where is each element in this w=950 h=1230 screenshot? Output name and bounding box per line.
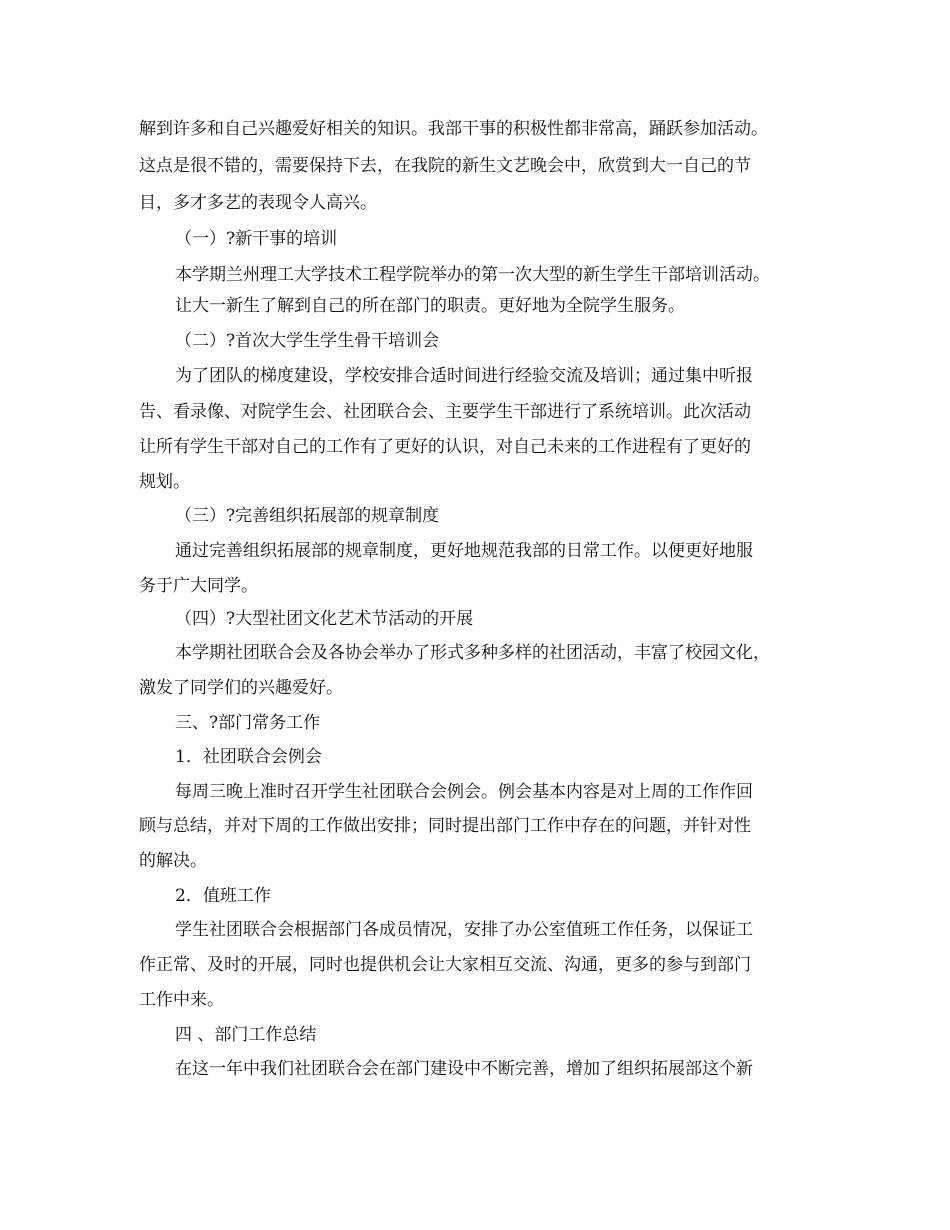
text-line: 目，多才多艺的表现令人高兴。 [139, 193, 377, 213]
text-line: 务于广大同学。 [139, 576, 258, 596]
text-line: 本学期兰州理工大学技术工程学院举办的第一次大型的新生学生干部培训活动。 [175, 265, 770, 285]
section-heading: （三）?完善组织拓展部的规章制度 [175, 506, 440, 526]
text-line: 顾与总结，并对下周的工作做出安排；同时提出部门工作中存在的问题，并针对性 [139, 816, 751, 836]
text-line: 学生社团联合会根据部门各成员情况，安排了办公室值班工作任务，以保证工 [175, 920, 753, 940]
text-line: 在这一年中我们社团联合会在部门建设中不断完善，增加了组织拓展部这个新 [175, 1059, 753, 1079]
text-line: 让大一新生了解到自己的所在部门的职责。更好地为全院学生服务。 [175, 296, 685, 316]
text-line: 激发了同学们的兴趣爱好。 [139, 678, 343, 698]
section-heading: （四）?大型社团文化艺术节活动的开展 [175, 609, 474, 629]
section-heading: 2．值班工作 [175, 886, 271, 906]
text-line: 解到许多和自己兴趣爱好相关的知识。我部干事的积极性都非常高，踊跃参加活动。 [139, 119, 768, 139]
text-line: 作正常、及时的开展，同时也提供机会让大家相互交流、沟通，更多的参与到部门 [139, 955, 751, 975]
text-line: 通过完善组织拓展部的规章制度，更好地规范我部的日常工作。以便更好地服 [175, 541, 753, 561]
text-line: 每周三晚上准时召开学生社团联合会例会。例会基本内容是对上周的工作作回 [175, 782, 753, 802]
section-heading: 四 、部门工作总结 [175, 1025, 317, 1045]
text-line: 工作中来。 [139, 990, 224, 1010]
text-line: 让所有学生干部对自己的工作有了更好的认识，对自己未来的工作进程有了更好的 [139, 437, 751, 457]
text-line: 为了团队的梯度建设，学校安排合适时间进行经验交流及培训；通过集中听报 [175, 366, 753, 386]
section-heading: 1．社团联合会例会 [175, 747, 322, 767]
text-line: 规划。 [139, 472, 190, 492]
text-line: 告、看录像、对院学生会、社团联合会、主要学生干部进行了系统培训。此次活动 [139, 402, 751, 422]
section-heading: 三、?部门常务工作 [175, 713, 321, 733]
text-line: 本学期社团联合会及各协会举办了形式多种多样的社团活动，丰富了校园文化， [175, 643, 770, 663]
section-heading: （一）?新干事的培训 [175, 229, 338, 249]
section-heading: （二）?首次大学生学生骨干培训会 [175, 331, 440, 351]
text-line: 的解决。 [139, 851, 207, 871]
text-line: 这点是很不错的，需要保持下去，在我院的新生文艺晚会中，欣赏到大一自己的节 [139, 156, 751, 176]
